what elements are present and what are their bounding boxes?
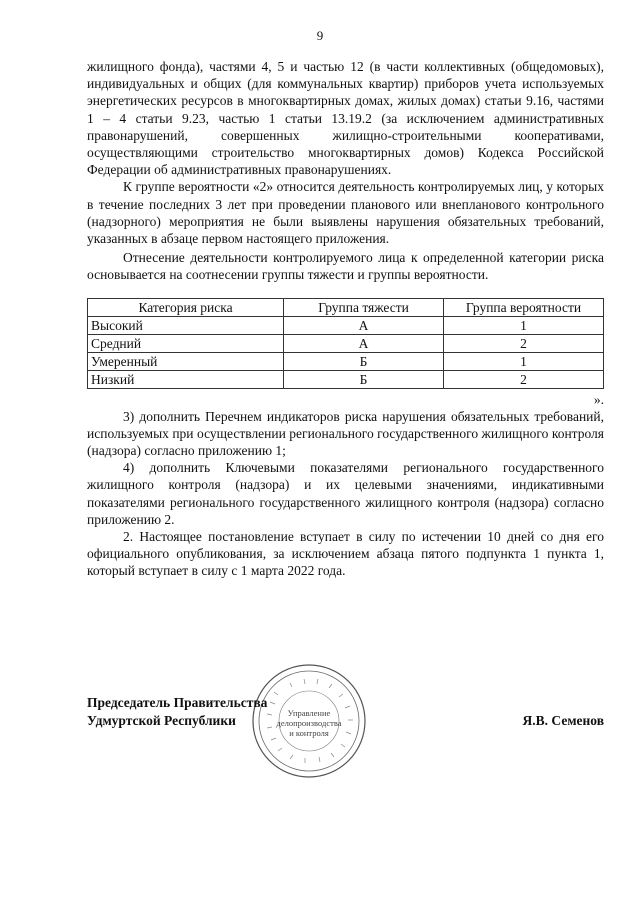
table-cell: Б (284, 352, 444, 370)
signatory-name: Я.В. Семенов (522, 713, 604, 728)
paragraph-risk-category: Отнесение деятельности контролируемого лица к определенной категории риска основывается на соотнесении группы тяжести и группы вероятности. (87, 250, 604, 283)
table-cell: Умеренный (88, 352, 284, 370)
paragraph-item-3: 3) дополнить Перечнем индикаторов риска нарушения обязательных требований, используемых при осуществлении регионального государственного жилищного контроля (надзора) согласно приложению 1; (87, 408, 604, 459)
position-line-1: Председатель Правительства (87, 695, 268, 710)
paragraph-effective-date: 2. Настоящее постановление вступает в силу по истечении 10 дней со дня его официального опубликования, за исключением абзаца пятого подпункта 1 пункта 1, который вступает в силу с 1 марта 2022 года. (87, 529, 604, 579)
stamp-line-3: и контроля (289, 728, 329, 738)
table-header-row (88, 298, 604, 316)
table-row (88, 334, 604, 352)
closing-quote: ». (593, 391, 604, 407)
table-cell: 1 (444, 352, 604, 370)
table-cell: 2 (444, 370, 604, 388)
stamp-line-1: Управление (287, 708, 331, 718)
table-cell: Средний (88, 334, 284, 352)
signatory-position (87, 694, 267, 730)
page-number: 9 (316, 28, 324, 43)
column-header-category: Категория риска (88, 298, 284, 316)
document-body (87, 58, 604, 580)
table-row (88, 316, 604, 334)
paragraph-item-4: 4) дополнить Ключевыми показателями регионального государственного жилищного контроля (надзора) и их целевыми значениями, индикативными показателями регионального государственного жилищного контроля (надзора) согласно приложению 2. (87, 460, 604, 527)
paragraph-probability-group: К группе вероятности «2» относится деятельность контролируемых лиц, у которых в течение последних 3 лет при проведении планового или внепланового контрольного (надзорного) мероприятия не были выявлены нарушения обязательных требований, указанных в абзаце первом настоящего приложения. (87, 179, 604, 247)
table-row (88, 370, 604, 388)
table-cell: А (284, 316, 444, 334)
table-cell: А (284, 334, 444, 352)
table-cell: Высокий (88, 316, 284, 334)
table-row (88, 352, 604, 370)
paragraph-continuation: жилищного фонда), частями 4, 5 и частью 12 (в части коллективных (общедомовых), индивидуальных и общих (для коммунальных квартир) приборов учета используемых энергетических ресурсов в многоквартирных домах, жилых домах) статьи 9.16, частями 1 – 4 статьи 9.23, частью 1 статьи 13.19.2 (за исключением административных правонарушений, совершенных жилищно-строительными кооперативами, осуществляющими строительство многоквартирных домов) Кодекса Российской Федерации об административных правонарушениях. (87, 59, 604, 178)
table-cell: Низкий (88, 370, 284, 388)
table-cell: 2 (444, 334, 604, 352)
column-header-probability: Группа вероятности (444, 298, 604, 316)
column-header-severity: Группа тяжести (284, 298, 444, 316)
table-cell: Б (284, 370, 444, 388)
table-cell: 1 (444, 316, 604, 334)
official-stamp (250, 662, 368, 780)
risk-category-table (87, 298, 604, 389)
stamp-line-2: делопроизводства (276, 718, 342, 728)
position-line-2: Удмуртской Республики (87, 713, 236, 728)
